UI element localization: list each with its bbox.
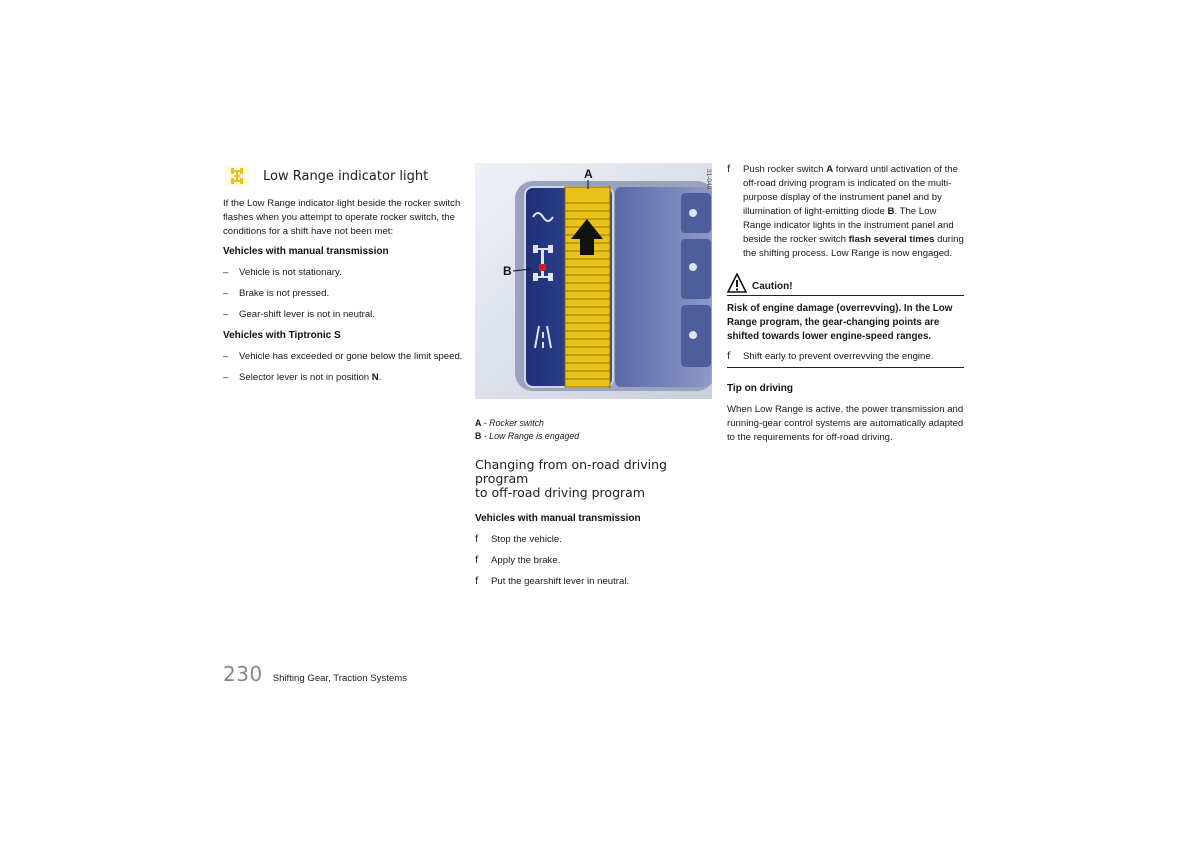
- push-rocker-step: f Push rocker switch A forward until activation of the off-road driving program is indicated on the multi-purpose display of the instrument panel and by illumination of light-emitting diode B. The Low Range indicator lights in the instrument panel and beside the rocker switch flash several times during the shifting process. Low Range is now engaged.: [727, 164, 964, 259]
- page-footer: [223, 662, 407, 686]
- list-item: – Vehicle has exceeded or gone below the limit speed.: [223, 351, 463, 362]
- rocker-switch-illustration: [475, 163, 712, 399]
- figure-caption: A - Rocker switch B - Low Range is engaged: [475, 418, 580, 441]
- right-column: [727, 163, 964, 445]
- caution-rule: [727, 367, 964, 368]
- figure-code: 31-040: [705, 169, 712, 190]
- low-range-intro: If the Low Range indicator light beside the rocker switch flashes when you attempt to operate rocker switch, the conditions for a shift have not been met:: [223, 198, 461, 237]
- list-item: – Brake is not pressed.: [223, 288, 330, 299]
- warning-triangle-icon: [727, 273, 747, 293]
- caution-header: [727, 273, 964, 296]
- tip-heading: Tip on driving: [727, 383, 793, 394]
- caution-text: Risk of engine damage (overrevving). In the Low Range program, the gear-changing points are shifted towards lower engine-speed ranges.: [727, 303, 953, 342]
- section-name: Shifting Gear, Traction Systems: [272, 673, 408, 684]
- tip-text: When Low Range is active, the power transmission and running-gear control systems are automatically adapted to the requirements for off-road driving.: [727, 404, 964, 443]
- left-column: [223, 163, 463, 392]
- step-item: f Apply the brake.: [475, 555, 561, 566]
- caution-label: Caution!: [752, 281, 793, 292]
- shift-early-step: f Shift early to prevent overrevving the engine.: [727, 351, 934, 362]
- led-indicator: [539, 264, 546, 271]
- list-item: – Gear-shift lever is not in neutral.: [223, 309, 375, 320]
- manual-heading-2: Vehicles with manual transmission: [475, 513, 641, 524]
- step-item: f Put the gearshift lever in neutral.: [475, 576, 630, 587]
- offroad-heading: Changing from on-road driving program to off-road driving program: [475, 457, 667, 500]
- manual-heading: Vehicles with manual transmission: [223, 246, 389, 257]
- label-b: B: [503, 264, 512, 278]
- middle-column: [475, 163, 715, 596]
- step-item: f Stop the vehicle.: [475, 534, 562, 545]
- low-range-title: Low Range indicator light: [263, 168, 429, 184]
- low-range-title-row: [223, 163, 463, 189]
- rocker-switch-figure: [475, 163, 712, 399]
- list-item: – Selector lever is not in position N.: [223, 372, 382, 383]
- page-number: 230: [223, 662, 263, 686]
- label-a: A: [584, 167, 593, 181]
- low-range-indicator-icon: [223, 163, 251, 189]
- list-item: – Vehicle is not stationary.: [223, 267, 342, 278]
- tiptronic-heading: Vehicles with Tiptronic S: [223, 330, 341, 341]
